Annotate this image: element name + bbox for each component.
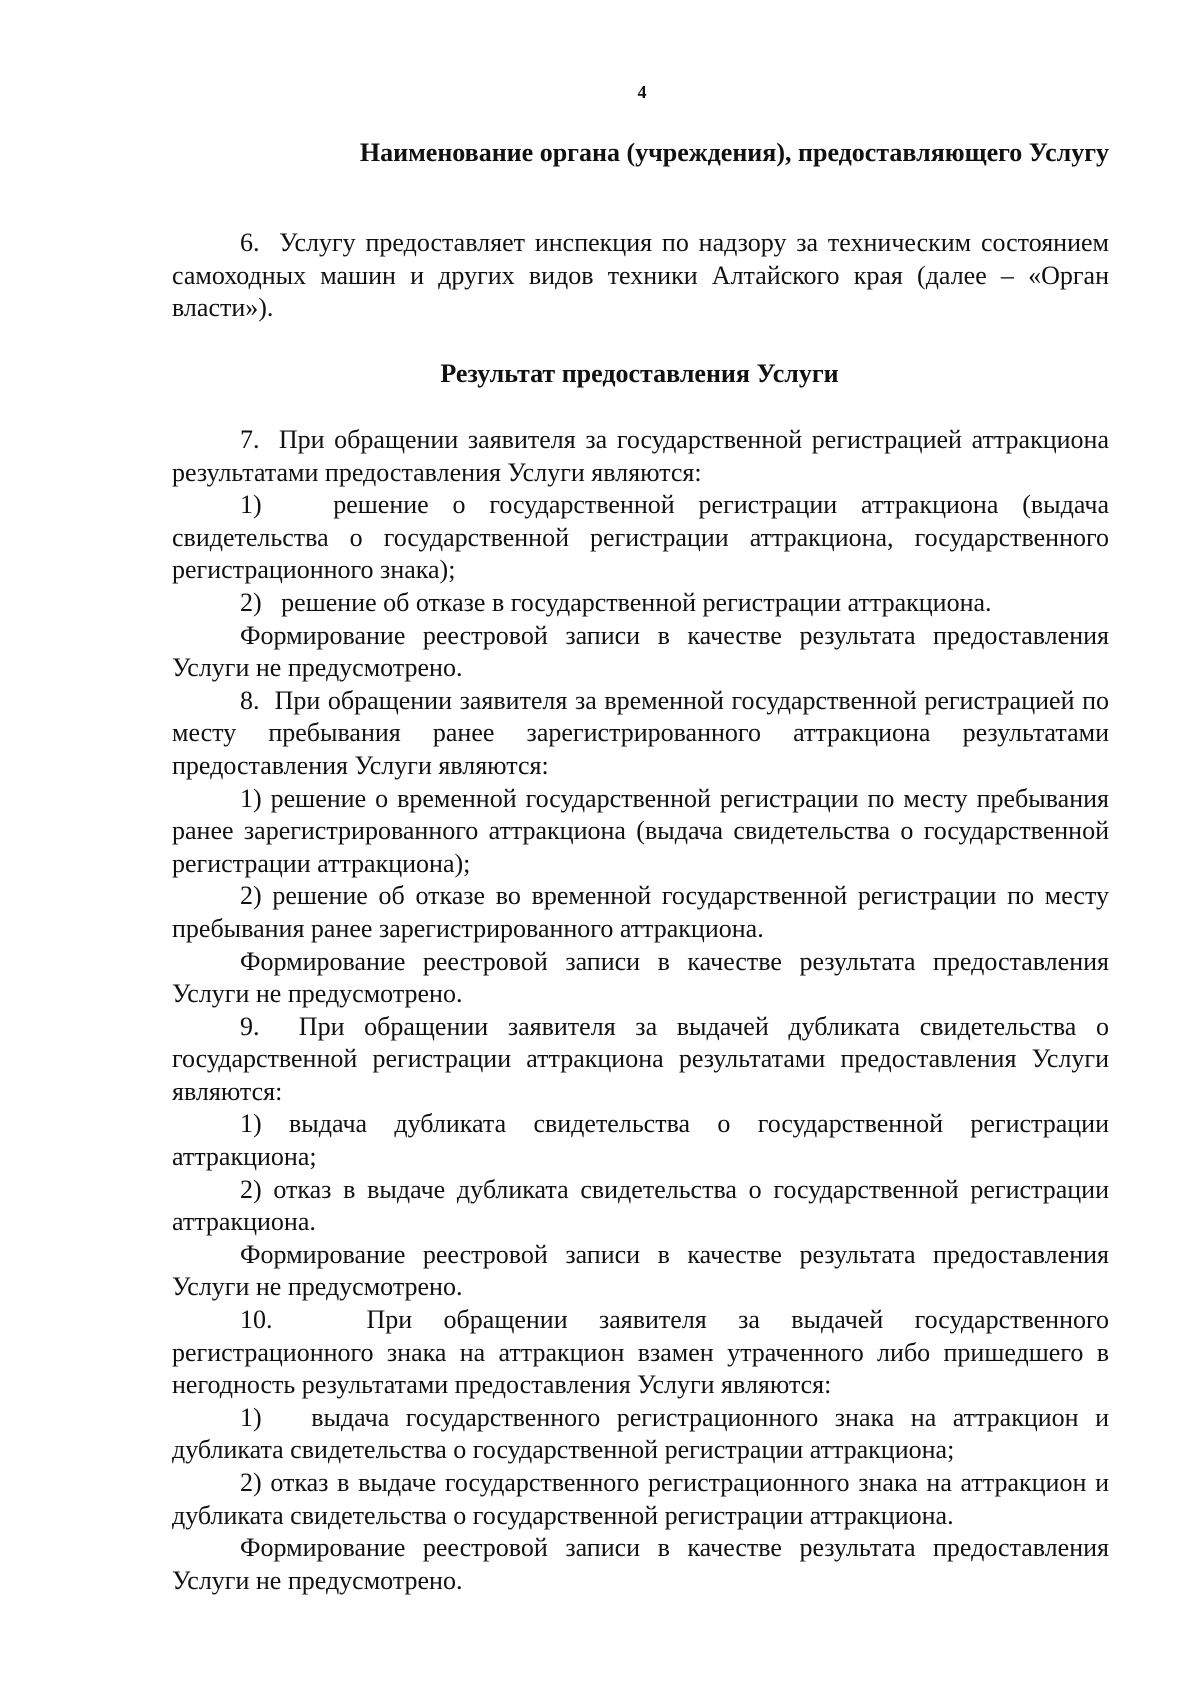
heading-result: Результат предоставления Услуги	[440, 359, 839, 388]
paragraph-10-item-2: 2) отказ в выдаче государственного регистрационного знака на аттракцион и дубликата свидетельства о государственной регистрации аттракциона.	[172, 1468, 1109, 1530]
paragraph-9-note: Формирование реестровой записи в качестве результата предоставления Услуги не предусмотрено.	[172, 1239, 1109, 1302]
paragraph-7-note: Формирование реестровой записи в качестве результата предоставления Услуги не предусмотрено.	[172, 620, 1109, 683]
section-authority	[172, 227, 1109, 325]
section-result	[172, 424, 1109, 1597]
paragraph-10-item-1: 1) выдача государственного регистрационного знака на аттракцион и дубликата свидетельства о государственной регистрации аттракциона;	[172, 1402, 1109, 1465]
paragraph-10-note: Формирование реестровой записи в качестве результата предоставления Услуги не предусмотрено.	[172, 1533, 1109, 1595]
heading-authority: Наименование органа (учреждения), предоставляющего Услугу	[359, 138, 1109, 167]
paragraph-8-item-2: 2) решение об отказе во временной государственной регистрации по месту пребывания ранее зарегистрированного аттракциона.	[172, 881, 1109, 943]
paragraph-6: 6. Услугу предоставляет инспекция по надзору за техническим состоянием самоходных машин и других видов техники Алтайского края (далее – «Орган власти»).	[172, 228, 1109, 323]
paragraph-9-item-1: 1) выдача дубликата свидетельства о государственной регистрации аттракциона;	[172, 1109, 1109, 1172]
paragraph-8-item-1: 1) решение о временной государственной регистрации по месту пребывания ранее зарегистрированного аттракциона (выдача свидетельства о государственной регистрации аттракциона);	[172, 783, 1109, 878]
paragraph-7: 7. При обращении заявителя за государственной регистрацией аттракциона результатами предоставления Услуги являются:	[172, 425, 1109, 487]
paragraph-7-item-2: 2) решение об отказе в государственной регистрации аттракциона.	[240, 587, 992, 617]
paragraph-8-note: Формирование реестровой записи в качестве результата предоставления Услуги не предусмотрено.	[172, 946, 1109, 1009]
paragraph-8: 8. При обращении заявителя за временной государственной регистрацией по месту пребывания ранее зарегистрированного аттракциона результатами предоставления Услуги являются:	[172, 685, 1109, 780]
page-number: 4	[637, 82, 647, 102]
paragraph-9-item-2: 2) отказ в выдаче дубликата свидетельства о государственной регистрации аттракциона.	[172, 1174, 1109, 1237]
paragraph-7-item-1: 1) решение о государственной регистрации аттракциона (выдача свидетельства о государственной регистрации аттракциона, государственного регистрационного знака);	[172, 490, 1109, 585]
paragraph-9: 9. При обращении заявителя за выдачей дубликата свидетельства о государственной регистрации аттракциона результатами предоставления Услуги являются:	[172, 1011, 1109, 1106]
paragraph-10: 10. При обращении заявителя за выдачей государственного регистрационного знака на аттракцион взамен утраченного либо пришедшего в негодность результатами предоставления Услуги являются:	[172, 1305, 1109, 1400]
